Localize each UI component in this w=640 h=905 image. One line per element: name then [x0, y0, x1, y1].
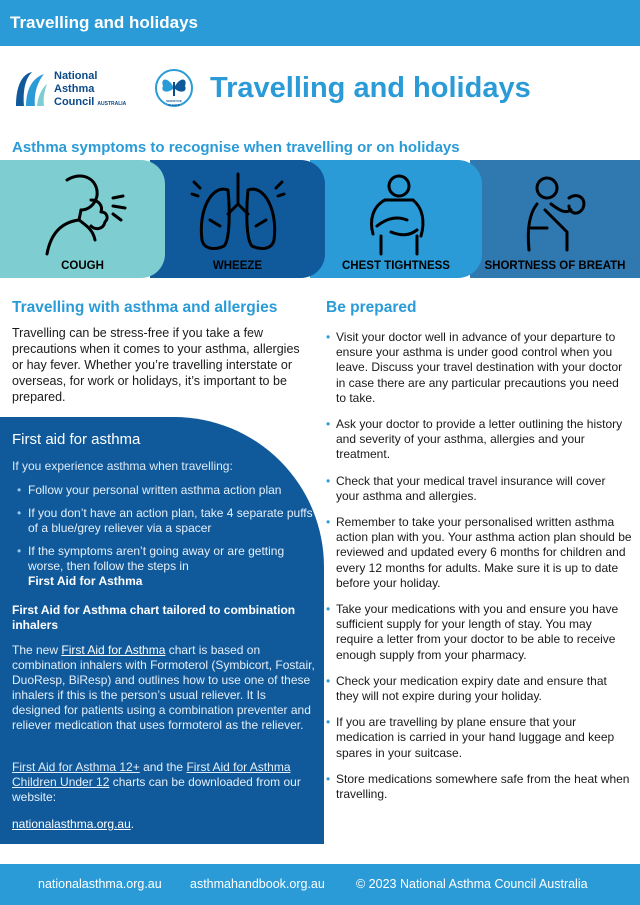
footer-link-asthmahandbook[interactable]: asthmahandbook.org.au: [190, 877, 325, 891]
list-item: • Remember to take your personalised written asthma action plan with you. Your asthma action plan should be reviewed and updated every 6 months for children and every 12 months for adults. Make sure it is up to date before your holiday.: [336, 515, 632, 591]
be-prepared-heading: Be prepared: [326, 299, 417, 316]
panel-label: CHEST TIGHTNESS: [342, 260, 450, 272]
symptoms-heading: Asthma symptoms to recognise when travelling or on holidays: [12, 139, 460, 156]
shortness-of-breath-icon: [507, 170, 603, 256]
footer: [0, 864, 640, 905]
cough-icon: [33, 170, 133, 256]
top-banner: [0, 0, 640, 46]
travelling-intro: Travelling can be stress-free if you take a few precautions when it comes to your asthma, allergies or hay fever. Whether you’re travelling interstate or overseas, for work or holidays, it’s important to be prepared.: [12, 326, 300, 404]
list-item: • Store medications somewhere safe from the heat when travelling.: [336, 772, 632, 802]
lungs-icon: [188, 170, 288, 256]
first-aid-list: [28, 483, 318, 597]
first-aid-children-link[interactable]: First Aid for Asthma Children Under 12: [12, 760, 291, 789]
first-aid-body: The new First Aid for Asthma chart is based on combination inhalers with Formoterol (Symbicort, Fostair, DuoResp, BiResp) and outlines how to use one of these inhalers if this is the person’s usual reliever. It Is designed for patients using a combination preventer and reliever medication that uses formoterol as the reliever.: [12, 643, 315, 732]
list-item: • Take your medications with you and ensure you have sufficient supply for your length of stay. You may require a letter from your doctor to be able to receive enough supply from your pharmacy.: [336, 602, 632, 663]
logo-country: AUSTRALIA: [97, 101, 127, 107]
logo-mark-icon: [14, 70, 48, 108]
first-aid-bold: First Aid for Asthma: [28, 574, 143, 588]
panel-label: WHEEZE: [212, 260, 263, 272]
first-aid-lead: If you experience asthma when travelling:: [12, 459, 233, 473]
panel-cough: [0, 160, 165, 278]
first-aid-downloads: First Aid for Asthma 12+ and the First Aid for Asthma Children Under 12 charts can be downloaded from our website:: [12, 760, 301, 804]
sensitive-choice-badge: [154, 68, 194, 108]
travelling-heading: Travelling with asthma and allergies: [12, 299, 278, 316]
list-item: • Visit your doctor well in advance of your departure to ensure your asthma is under good control when you leave. Discuss your travel destination with your doctor in case there are any particular precautions you need to take.: [336, 330, 632, 406]
page-title: Travelling and holidays: [210, 72, 531, 104]
logo-line-2: Asthma: [54, 83, 95, 95]
logo-line-1: National: [54, 70, 98, 82]
panel-label: COUGH: [61, 260, 104, 272]
list-item: • Check that your medical travel insurance will cover your asthma and allergies.: [336, 474, 632, 504]
website-link[interactable]: nationalasthma.org.au: [12, 817, 131, 831]
list-item: • If you are travelling by plane ensure that your medication is carried in your hand luggage and keep spares in your suitcase.: [336, 715, 632, 761]
first-aid-12plus-link[interactable]: First Aid for Asthma 12+: [12, 760, 140, 774]
be-prepared-list: [336, 330, 632, 813]
banner-title: Travelling and holidays: [10, 13, 198, 32]
panel-label: SHORTNESS OF BREATH: [484, 260, 626, 272]
badge-text: SENSITIVE CHOICE: [166, 99, 182, 107]
first-aid-url: nationalasthma.org.au.: [12, 817, 135, 831]
list-item: • If the symptoms aren’t going away or are getting worse, then follow the steps in First Aid for Asthma: [28, 544, 318, 589]
first-aid-subheading: First Aid for Asthma chart tailored to combination inhalers: [12, 603, 296, 632]
first-aid-title: First aid for asthma: [12, 431, 141, 448]
first-aid-link[interactable]: First Aid for Asthma: [61, 643, 166, 657]
footer-copyright: © 2023 National Asthma Council Australia: [356, 877, 588, 891]
panel-wheeze: [150, 160, 325, 278]
list-item: • If you don’t have an action plan, take 4 separate puffs of a blue/grey reliever via a spacer: [28, 506, 318, 536]
chest-tightness-icon: [351, 170, 441, 256]
list-item: • Follow your personal written asthma action plan: [28, 483, 318, 498]
first-aid-panel: [0, 417, 324, 844]
list-item: • Check your medication expiry date and ensure that they will not expire during your holiday.: [336, 674, 632, 704]
panel-shortness-of-breath: [470, 160, 640, 278]
list-item: • Ask your doctor to provide a letter outlining the history and severity of your asthma, allergies and your treatment.: [336, 417, 632, 463]
footer-link-nationalasthma[interactable]: nationalasthma.org.au: [38, 877, 162, 891]
logo-line-3: Council: [54, 96, 95, 108]
nac-logo: [14, 70, 139, 108]
panel-chest-tightness: [310, 160, 482, 278]
